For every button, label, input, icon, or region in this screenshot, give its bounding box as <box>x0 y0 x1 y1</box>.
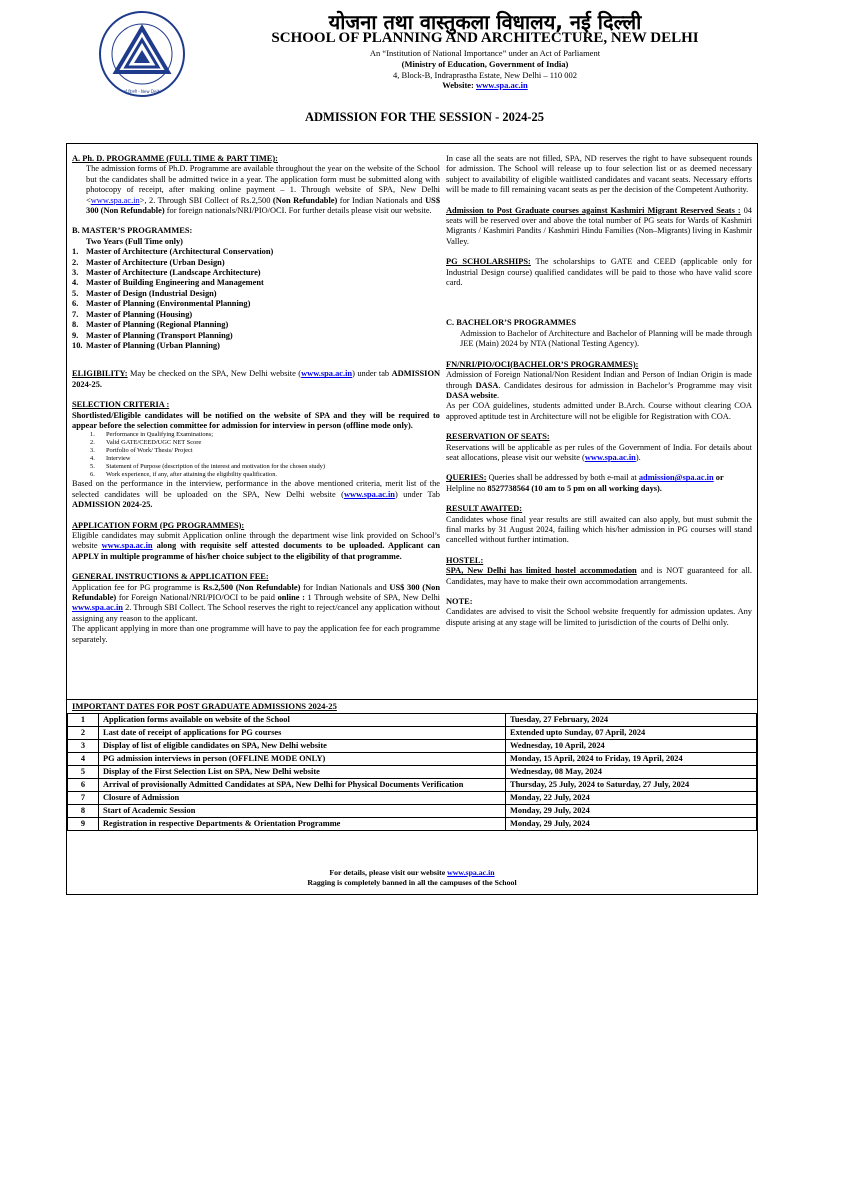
admission-email-link[interactable]: admission@spa.ac.in <box>638 473 714 483</box>
list-item: 2. Valid GATE/CEED/UGC NET Score <box>90 439 202 447</box>
address: 4, Block-B, Indraprastha Estate, New Delhi – 110 002 <box>392 70 578 80</box>
dates-title: IMPORTANT DATES FOR POST GRADUATE ADMISSIONS 2024-25 <box>72 701 337 711</box>
phd-link[interactable]: www.spa.ac.in <box>90 195 140 205</box>
hindi-title: योजना तथा वास्तुकला विधालय, नई दिल्ली <box>328 10 642 34</box>
table-row: 9 Registration in respective Departments & Orientation Programme Monday, 29 July, 2024 <box>68 818 757 831</box>
list-item: 2. Master of Architecture (Urban Design) <box>72 257 225 267</box>
session-title: ADMISSION FOR THE SESSION - 2024-25 <box>304 110 545 124</box>
masters-heading: B. MASTER’S PROGRAMMES: <box>72 226 193 236</box>
result-text: Candidates whose final year results are still awaited can also apply, but must submit the final marks by 31 August 2024, failing which his/her admission in PG courses will stand cancelled without further intimation. <box>446 514 752 545</box>
table-row: 1 Application forms available on website of the School Tuesday, 27 February, 2024 <box>68 714 757 727</box>
list-item: 4. Interview <box>90 455 131 463</box>
subtitle-line1: An “Institution of National Importance” under an Act of Parliament <box>369 48 601 58</box>
selection-text: Shortlisted/Eligible candidates will be notified on the website of SPA and they will be required to appear before the selection committee for admission for interview in person (offline mode only). <box>72 410 440 430</box>
fn-heading: FN/NRI/PIO/OCI(BACHELOR’S PROGRAMMES): <box>446 359 639 369</box>
hostel-heading: HOSTEL: <box>446 555 484 565</box>
note-text: Candidates are advised to visit the School website frequently for admission updates. Any dispute arising at any stage will be limited to jurisdiction of the courts of Delhi only. <box>446 607 752 627</box>
footer-link[interactable]: www.spa.ac.in <box>447 868 495 877</box>
kashmiri-section: Admission to Post Graduate courses against Kashmiri Migrant Reserved Seats : 04 seats will be reserved over and above the total number of PG seats for Wards of Kashmiri Migrants / Kashmiri Pandits / Kashmiri Hindu Families (Non–Migrants) living in Kashmir Valley. <box>446 205 752 246</box>
fee-link[interactable]: www.spa.ac.in <box>72 603 123 613</box>
masters-subheading: Two Years (Full Time only) <box>86 236 183 246</box>
bachelor-text: Admission to Bachelor of Architecture and Bachelor of Planning will be made through JEE (Main) 2024 by NTA (National Testing Agency). <box>460 328 752 349</box>
list-item: 7. Master of Planning (Housing) <box>72 309 193 319</box>
fee-text-2: The applicant applying in more than one programme will have to pay the application fee for each programme separately. <box>72 624 440 644</box>
hostel-text: SPA, New Delhi has limited hostel accommodation and is NOT guaranteed for all. Candidates, may have to make their own accommodation arrangements. <box>446 566 752 586</box>
right-column <box>446 154 752 628</box>
dates-table <box>67 713 757 831</box>
list-item: 4. Master of Building Engineering and Management <box>72 278 264 288</box>
table-row: 2 Last date of receipt of applications for PG courses Extended upto Sunday, 07 April, 2024 <box>68 727 757 740</box>
merit-link[interactable]: www.spa.ac.in <box>343 489 395 499</box>
phd-heading: A. Ph. D. PROGRAMME (FULL TIME & PART TIME): <box>72 154 278 163</box>
application-text: Eligible candidates may submit Application online through the department wise link provided on School’s website www.spa.ac.in along with requisite self attested documents to be uploaded. Applicant can APPLY in multiple programme of his/her choice subject to the eligibility of that programme. <box>72 530 440 561</box>
table-row: 8 Start of Academic Session Monday, 29 July, 2024 <box>68 805 757 818</box>
table-row: 6 Arrival of provisionally Admitted Candidates at SPA, New Delhi for Physical Documents Verification Thursday, 25 July, 2024 to Saturday, 27 July, 2024 <box>68 779 757 792</box>
footer-line1: For details, please visit our website www.spa.ac.in <box>329 868 495 877</box>
reservation-heading: RESERVATION OF SEATS: <box>446 432 550 442</box>
result-heading: RESULT AWAITED: <box>446 504 523 514</box>
divider <box>67 699 757 700</box>
list-item: 6. Work experience, if any, after attaining the eligibility qualification. <box>90 471 278 479</box>
eligibility-link[interactable]: www.spa.ac.in <box>301 369 353 379</box>
list-item: 9. Master of Planning (Transport Planning) <box>72 330 233 340</box>
logo-text <box>92 24 93 25</box>
reservation-text: Reservations will be applicable as per rules of the Government of India. For details about seat allocations, please visit our website (www.spa.ac.in). <box>446 442 752 462</box>
list-item: 5. Statement of Purpose (description of the interest and motivation for the chosen study) <box>90 463 326 471</box>
reservation-link[interactable]: www.spa.ac.in <box>584 452 636 462</box>
website-link[interactable]: www.spa.ac.in <box>476 80 528 90</box>
fn-text: Admission of Foreign National/Non Resident Indian and Person of Indian Origin is made through DASA. Candidates desirous for admission in Bachelor’s Programme may visit DASA website. <box>446 370 752 400</box>
helpline: Helpline no 8527738564 (10 am to 5 pm on all working days). <box>446 483 662 493</box>
application-link[interactable]: www.spa.ac.in <box>101 541 153 551</box>
table-row: 4 PG admission interviews in person (OFFLINE MODE ONLY) Monday, 15 April, 2024 to Friday, 19 April, 2024 <box>68 753 757 766</box>
queries-section: QUERIES: Queries shall be addressed by both e-mail at admission@spa.ac.in or <box>446 473 724 483</box>
list-item: 6. Master of Planning (Environmental Planning) <box>72 299 251 309</box>
masters-list <box>72 247 440 351</box>
left-column <box>72 154 440 645</box>
selection-heading: SELECTION CRITERIA : <box>72 400 170 410</box>
seats-text: In case all the seats are not filled, SPA, ND reserves the right to have subsequent rounds for admission. The School will release up to four selection list or as deemed necessary subject to availability of eligible waitlisted candidates and vacant seats. Necessary efforts will be made to fill remaining vacant seats as per the decision of the Competent Authority. <box>446 154 752 195</box>
coa-text: As per COA guidelines, students admitted under B.Arch. Course without clearing COA approved aptitude test in Architecture will not be eligible for Registration with COA. <box>446 401 752 421</box>
list-item: 3. Portfolio of Work/ Thesis/ Project <box>90 447 193 455</box>
eligibility: ELIGIBILITY: May be checked on the SPA, New Delhi website (www.spa.ac.in) under tab ADMISSION 2024-25. <box>72 369 441 389</box>
note-heading: NOTE: <box>446 597 473 606</box>
subtitle-line2: (Ministry of Education, Government of India) <box>401 59 569 69</box>
merit-text: Based on the performance in the interview, performance in the above mentioned criteria, merit list of the selected candidates will be uploaded on the SPA, New Delhi website (www.spa.ac.in) under Tab ADMISSION 2024-25. <box>72 479 440 510</box>
bachelor-heading: C. BACHELOR’S PROGRAMMES <box>446 318 577 328</box>
scholarship-section: PG SCHOLARSHIPS: The scholarships to GATE and CEED (applicable only for Industrial Design course) qualified candidates will be paid to those who have valid score card. <box>446 257 753 288</box>
list-item: 8. Master of Planning (Regional Planning) <box>72 320 229 330</box>
fee-text: Application fee for PG programme is Rs.2,500 (Non Refundable) for Indian Nationals and US$ 300 (Non Refundable) for Foreign National/NRI/PIO/OCI to be paid online : 1 Through website of SPA, New Delhi www.spa.ac.in 2. Through SBI Collect. The School reserves the right to reject/cancel any application without assigning any reason to the applicant. <box>72 582 440 623</box>
footer-line2: Ragging is completely banned in all the campuses of the School <box>307 878 517 887</box>
fee-heading: GENERAL INSTRUCTIONS & APPLICATION FEE: <box>72 572 269 582</box>
table-row: 7 Closure of Admission Monday, 22 July, 2024 <box>68 792 757 805</box>
application-heading: APPLICATION FORM (PG PROGRAMMES): <box>72 520 245 530</box>
phd-text: The admission forms of Ph.D. Programme are available throughout the year on the website of the School but the candidates shall be admitted twice in a year. The application form must be submitted along with photocopy of receipt, after making online payment – 1. Through website of SPA, New Delhi <www.spa.ac.in>, 2. Through SBI Collect of Rs.2,500 (Non Refundable) for Indian Nationals and US$ 300 (Non Refundable) for foreign nationals/NRI/PIO/OCI. For further details please visit our website. <box>86 164 441 216</box>
website-line <box>200 80 770 91</box>
list-item: 5. Master of Design (Industrial Design) <box>72 288 217 298</box>
list-item: 1. Performance in Qualifying Examinations; <box>90 431 214 439</box>
selection-criteria-list <box>72 431 440 479</box>
website-label: Website: <box>442 80 477 90</box>
logo-city: नई दिल्ली - New Delhi <box>122 89 162 94</box>
list-item: 1. Master of Architecture (Architectural Conservation) <box>72 247 274 257</box>
list-item: 10. Master of Planning (Urban Planning) <box>72 340 220 350</box>
table-row: 5 Display of the First Selection List on SPA, New Delhi website Wednesday, 08 May, 2024 <box>68 766 757 779</box>
footer <box>67 868 757 888</box>
table-row: 3 Display of list of eligible candidates on SPA, New Delhi website Wednesday, 10 April, 2024 <box>68 740 757 753</box>
english-title: SCHOOL OF PLANNING AND ARCHITECTURE, NEW DELHI <box>271 30 699 46</box>
list-item: 3. Master of Architecture (Landscape Architecture) <box>72 268 261 278</box>
school-logo <box>92 10 192 100</box>
